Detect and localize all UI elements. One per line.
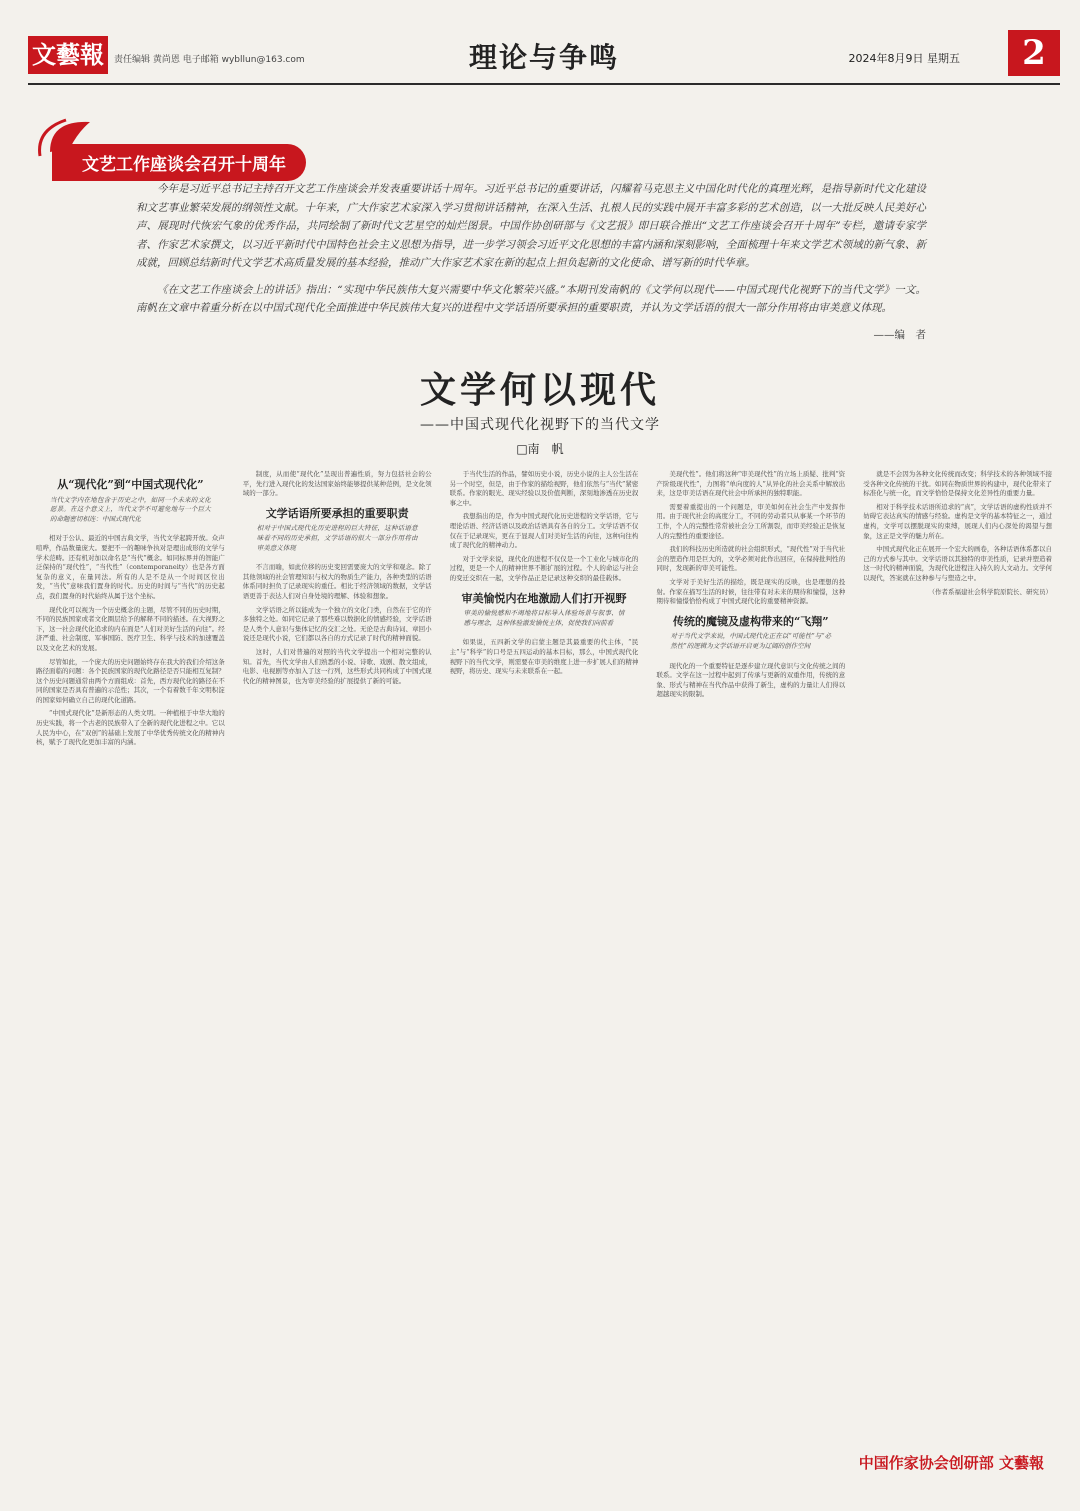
- article-subtitle: ——中国式现代化视野下的当代文学: [420, 417, 660, 433]
- body-paragraph: 制度，从而使“现代化”呈现出普遍性质，努力包括社会的公平，先行进入现代化的发达国家始终能够提供某种范例，是文化领域的一部分。: [242, 470, 432, 498]
- column-banner: [30, 112, 390, 182]
- banner-title: 文艺工作座谈会召开十周年: [52, 144, 306, 181]
- body-paragraph: 现代化的一个重要特征是逐步建立现代意识与文化传统之间的联系。文学在这一过程中起到了传承与更新的双重作用，传统的意象、形式与精神在当代作品中获得了新生，虚构的力量让人们得以超越现实的限制。: [656, 661, 846, 699]
- section-heading: 文学话语所要承担的重要职责: [265, 506, 409, 520]
- column-3: [450, 470, 639, 1430]
- column-1: [36, 470, 225, 1430]
- section-heading: 传统的魔镜及虚构带来的“飞翔”: [672, 614, 829, 628]
- intro-paragraph: 《在文艺工作座谈会上的讲话》指出：“实现中华民族伟大复兴需要中华文化繁荣兴盛。”本期刊发南帆的《文学何以现代——中国式现代化视野下的当代文学》一文。南帆在文章中着重分析在以中国式现代化全面推进中华民族伟大复兴的进程中文学话语所要承担的重要职责，并认为文学话语的很大一部分作用将由审美意义体现。: [136, 283, 926, 314]
- section-lead: 当代文学内在地包含于历史之中，如同一个未来的文化愿景。在这个意义上，当代文学不可避免地与一个巨大的命题密切相连：中国式现代化: [50, 495, 211, 523]
- body-paragraph: 相对于科学技术话语所追求的“真”，文学话语的虚构性质并不妨碍它表达真实的情感与经验。虚构是文学的基本特征之一，通过虚构，文学可以摆脱现实的束缚，展现人们内心深处的渴望与想象，这正是文学的魅力所在。: [863, 502, 1052, 540]
- body-paragraph: 对于文学来说，现代化的进程不仅仅是一个工业化与城市化的过程，更是一个人的精神世界不断扩展的过程。个人的命运与社会的变迁交织在一起，文学作品正是记录这种交织的最佳载体。: [449, 554, 639, 582]
- issue-date: 2024年8月9日 星期五: [848, 52, 960, 65]
- section-heading: 从“现代化”到“中国式现代化”: [57, 478, 204, 491]
- section-lead: 相对于中国式现代化历史进程的巨大特征，这种话语意味着不同的历史承担，文学话语的很大一部分作用将由审美意义体现: [256, 524, 418, 552]
- body-paragraph: 尽管如此，一个庞大的历史问题始终存在我大的我们介绍这条路径面临的问题：各个民族国家的现代化路径是否只能相互复制？这个历史问题通常由两个方面组成：首先，西方现代化的路径在不同的国家是否具有普遍的示范性；其次，一个有着数千年文明积淀的国家如何确立自己的现代化道路。: [36, 657, 225, 704]
- section-lead: 对于当代文学来说，中国式现代化正在以“可能性”与“必然性”的逻辑为文学话语开启更为辽阔的创作空间: [670, 632, 832, 650]
- author-note: （作者系福建社会科学院原院长、研究员）: [928, 587, 1052, 596]
- column-5: [863, 470, 1052, 1430]
- body-paragraph: 中国式现代化正在展开一个宏大的画卷，各种话语体系都以自己的方式参与其中。文学话语以其独特的审美性质，记录并塑造着这一时代的精神面貌，为现代化进程注入持久的人文动力。文学何以现代，答案就在这种参与与塑造之中。: [863, 545, 1052, 582]
- body-paragraph: 于当代生活的作品，譬如历史小说，历史小说的主人公生活在另一个时空，但是，由于作家的描绘视野，他们依然与“当代”紧密联系。作家的眼光、现实经验以及价值判断，深刻地渗透在历史叙事之中。: [449, 470, 639, 507]
- footer-brand: 中国作家协会创研部 文藝報: [858, 1454, 1044, 1472]
- body-paragraph: 文学话语之所以能成为一个独立的文化门类，自然在于它的许多独特之处。如同它记录了那些难以数据化的情感经验，文学话语是人类个人意识与集体记忆的交汇之处。无论是古典诗词、章回小说还是现代小说，它们都以各自的方式记录了时代的精神面貌。: [242, 605, 432, 643]
- body-paragraph: 我想指出的是，作为中国式现代化历史进程的文学话语，它与理论话语、经济话语以及政治话语具有各自的分工。文学话语不仅仅在于记录现实，更在于显现人们对美好生活的向往，这种向往构成了现代化的精神动力。: [449, 512, 639, 550]
- editor-intro: [136, 180, 926, 352]
- section-heading: 审美愉悦内在地激励人们打开视野: [461, 591, 627, 605]
- editor-info: 责任编辑 黄尚恩 电子邮箱 wybllun@163.com: [114, 55, 305, 65]
- page-number: 2: [1008, 30, 1060, 76]
- column-4: [656, 470, 845, 1430]
- body-paragraph: 现代化可以视为一个历史概念的主题，尽管不同的历史时期，不同的民族国家或者文化圈层给予的解释不同的描述。在大视野之下，这一社会现代化追求的内在面是“人们对美好生活的向往”。经济严重、社会制度、军事国防、医疗卫生、科学与技术的加速覆盖以及文化艺术的发展。: [36, 605, 225, 652]
- column-2: [243, 470, 432, 1430]
- body-paragraph: 相对于公认、最近的中国古典文学，当代文学起跨开放。众声喧哗，作品数量庞大。要把不一的趣味争执对是理出成形的文学与学术范畴。还有机对加以命名是“当代”概念。如同标界并的智能广泛保持的“现代性”，“当代性”（contemporaneity）也是各方面复杂的意义，在量同法。所有的人是不是从一个时间区位出发，“当代”意味我们置身的时代。历史的时间与“当代”的历史起点，我们置身的时代始终从属于这个坐标。: [36, 534, 225, 600]
- section-lead: 审美的愉悦感和不竭地将目标导入体验场景与叙事、情感与理念，这种体验激发愉悦主体，促使我们向前看: [463, 609, 625, 627]
- body-paragraph: 不言而喻，如此位移的历史变回需要庞大的文学和观念。除了其他领域的社会管理知识与权大的物质生产能力，各种类型的话语体系同时担负了记录现实的重任。相比于经济领域的数据，文学话语更善于表达人们对自身处境的理解、体验和想象。: [242, 563, 432, 600]
- body-paragraph: 如果说，五四新文学的启蒙主题是其最重要的代主体，“民主”与“科学”的口号是五四运动的基本目标，那么，中国式现代化视野下的当代文学，则需要在审美的维度上进一步扩展人们的精神视野，将历史、现实与未来联系在一起。: [449, 638, 639, 676]
- article-title: 文学何以现代: [419, 369, 660, 411]
- article-author: □南 帆: [516, 442, 564, 456]
- intro-paragraph: 今年是习近平总书记主持召开文艺工作座谈会并发表重要讲话十周年。习近平总书记的重要讲话，闪耀着马克思主义中国化时代化的真理光辉，是指导新时代文化建设和文艺事业繁荣发展的纲领性文献。十年来，广大作家艺术家深入学习贯彻讲话精神，在深入生活、扎根人民的实践中展开丰富多彩的艺术创造，以一大批反映人民美好心声、展现时代恢宏气象的优秀作品，共同绘制了新时代文艺星空的灿烂图景。中国作协创研部与《文艺报》即日联合推出“文艺工作座谈会召开十周年”专栏，邀请专家学者、作家艺术家撰文，以习近平新时代中国特色社会主义思想为指导，进一步学习领会习近平文化思想的丰富内涵和深刻影响，全面梳理十年来文学艺术领域的新气象、新成就，回顾总结新时代文学艺术高质量发展的基本经验，推动广大作家艺术家在新的起点上担负起新的文化使命、谱写新的时代华章。: [136, 183, 926, 269]
- article-body: [36, 470, 1052, 1430]
- body-paragraph: “中国式现代化”是新形态的人类文明。一种植根于中华大地的历史实践，将一个古老的民族带入了全新的现代化进程之中。它以人民为中心，在“双创”的基础上发展了中华优秀传统文化的精神内核，赋予了现代化更加丰富的内涵。: [36, 709, 225, 747]
- body-paragraph: 就是不会因为各种文化传统而改变；科学技术的各种领域不接受各种文化传统的干扰。如同在物质世界的构建中，现代化带来了标准化与统一化，而文学恰恰是保持文化差异性的重要力量。: [863, 470, 1052, 498]
- body-paragraph: 这时，人们对普遍的对照的当代文学提出一个相对完整的认知。首先，当代文学由人们熟悉的小说、诗歌、戏剧、散文组成，电影、电视剧等亦加入了这一行列，这些形式共同构成了中国式现代化的精神图景，也为审美经验的扩展提供了新的可能。: [242, 647, 432, 685]
- masthead: [28, 28, 1060, 85]
- body-paragraph: 我们的科技历史所造就的社会组织形式，“现代性”对于当代社会的塑造作用是巨大的，文学必须对此作出回应，在保持批判性的同时，发现新的审美可能性。: [656, 545, 846, 573]
- body-paragraph: 文学对于美好生活的描绘，既是现实的反映，也是理想的投射。作家在描写生活的时候，往往带有对未来的期待和憧憬，这种期待和憧憬恰恰构成了中国式现代化的重要精神资源。: [656, 577, 846, 606]
- section-title: 理论与争鸣: [468, 41, 619, 74]
- body-paragraph: 美现代性”。他们将这种“审美现代性”的立场上质疑、批判“资产阶级现代性”，力图将“单向度的人”从异化的社会关系中解放出来，这是审美话语在现代社会中所承担的独特职能。: [656, 470, 846, 498]
- intro-signature: ——编 者: [873, 328, 926, 341]
- newspaper-logo: 文藝報: [28, 36, 108, 74]
- body-paragraph: 需要着重提出的一个问题是，审美如何在社会生产中发挥作用。由于现代社会的高度分工，不同的劳动者只从事某一个环节的工作，个人的完整性常常被社会分工所割裂，而审美经验正是恢复人的完整性的重要途径。: [656, 502, 846, 540]
